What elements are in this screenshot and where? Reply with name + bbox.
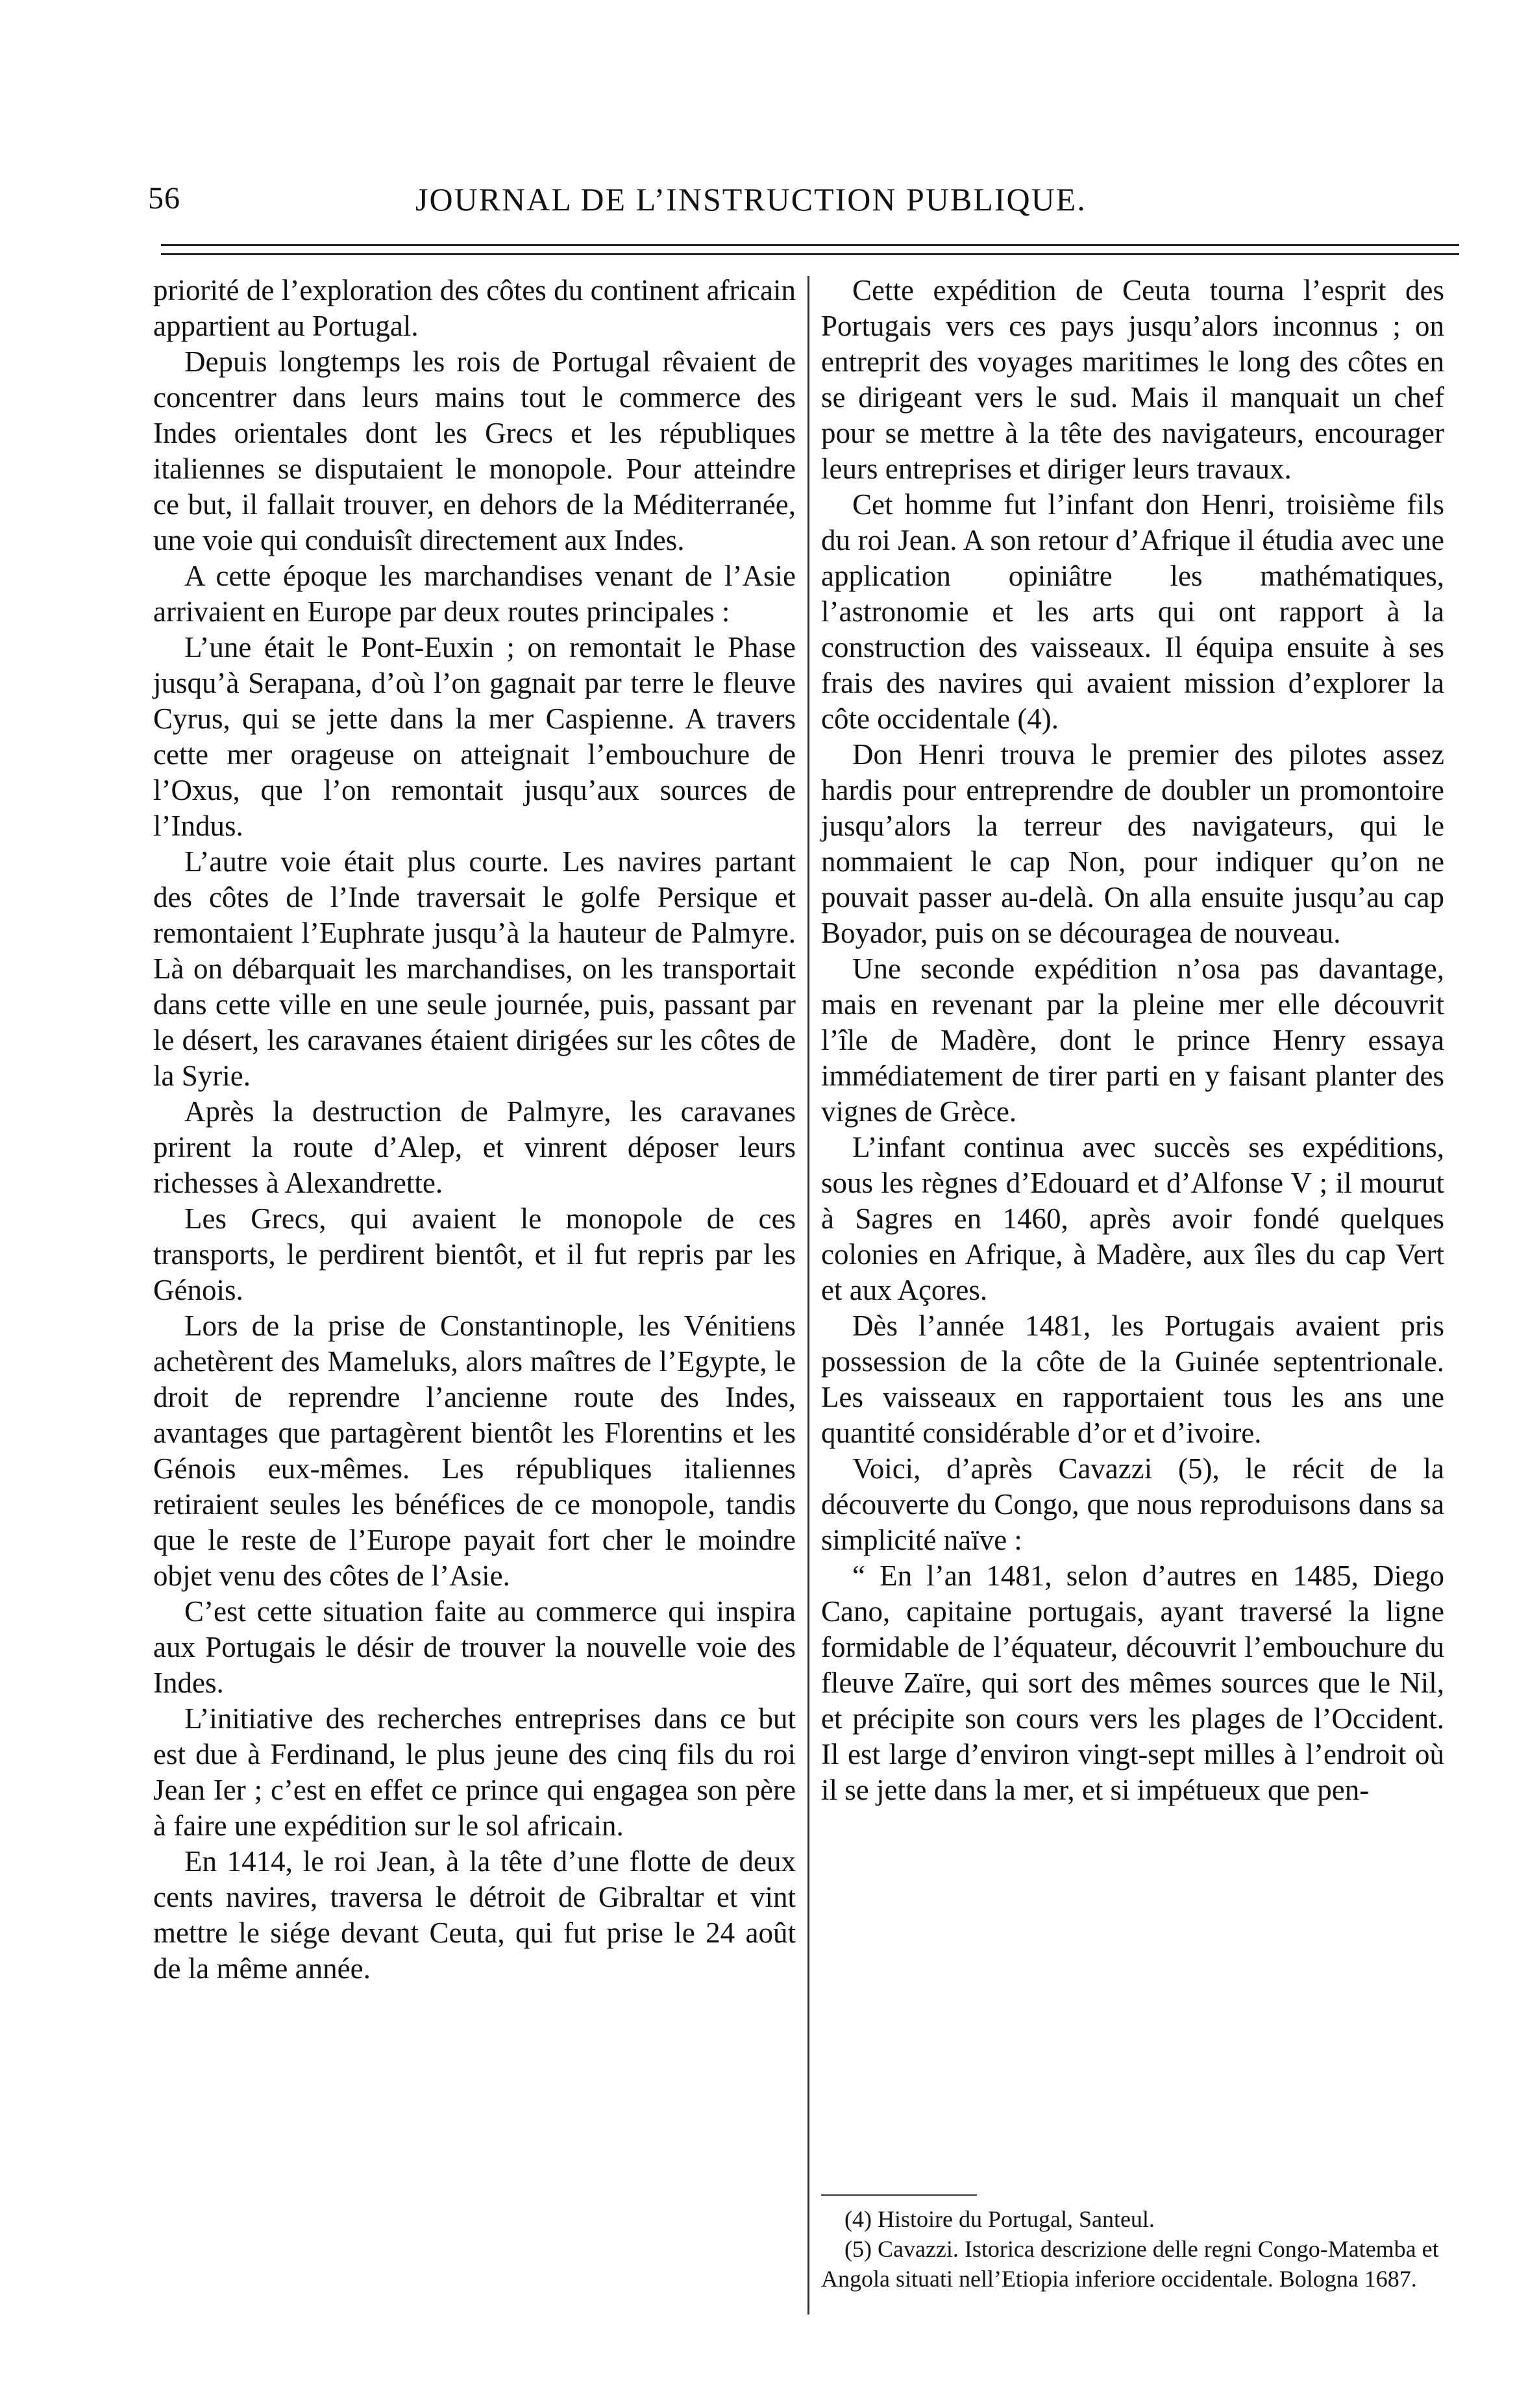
paragraph: Depuis longtemps les rois de Portugal rêvaient de concentrer dans leurs mains tout le commerce des Indes orientales dont les Grecs et les républiques italiennes se disputaient le monopole. Pour atteindre ce but, il fallait trouver, en dehors de la Méditerranée, une voie qui conduisît directement aux Indes. (153, 345, 796, 556)
paragraph: Cet homme fut l’infant don Henri, troisième fils du roi Jean. A son retour d’Afrique il étudia avec une application opiniâtre les mathématiques, l’astronomie et les arts qui ont rapport à la construction des vaisseaux. Il équipa ensuite à ses frais des navires qui avaient mission d’explorer la côte occidentale (4). (821, 488, 1444, 735)
paragraph: Dès l’année 1481, les Portugais avaient pris possession de la côte de la Guinée septentrionale. Les vaisseaux en rapportaient tous les ans une quantité considérable d’or et d’ivoire. (821, 1310, 1444, 1449)
right-column (821, 273, 1444, 1808)
running-head: JOURNAL DE L’INSTRUCTION PUBLIQUE. (415, 181, 1087, 217)
paragraph: A cette époque les marchandises venant de l’Asie arrivaient en Europe par deux routes principales : (153, 560, 796, 628)
paragraph: En 1414, le roi Jean, à la tête d’une flotte de deux cents navires, traversa le détroit de Gibraltar et vint mettre le siége devant Ceuta, qui fut prise le 24 août de la même année. (153, 1845, 796, 1985)
paragraph: Don Henri trouva le premier des pilotes assez hardis pour entreprendre de doubler un promontoire jusqu’alors la terreur des navigateurs, qui le nommaient le cap Non, pour indiquer qu’on ne pouvait passer au-delà. On alla ensuite jusqu’au cap Boyador, puis on se découragea de nouveau. (821, 738, 1444, 949)
page-number: 56 (148, 181, 180, 216)
header-rule-bottom (161, 253, 1459, 255)
paragraph: L’autre voie était plus courte. Les navires partant des côtes de l’Inde traversait le golfe Persique et remontaient l’Euphrate jusqu’à la hauteur de Palmyre. Là on débarquait les marchandises, on les transportait dans cette ville en une seule journée, puis, passant par le désert, les caravanes étaient dirigées sur les côtes de la Syrie. (153, 845, 796, 1092)
footnote-rule (821, 2194, 977, 2196)
paragraph: Lors de la prise de Constantinople, les Vénitiens achetèrent des Mameluks, alors maîtres de l’Egypte, le droit de reprendre l’ancienne route des Indes, avantages que partagèrent bientôt les Florentins et les Génois eux-mêmes. Les républiques italiennes retiraient seules les bénéfices de ce monopole, tandis que le reste de l’Europe payait fort cher le moindre objet venu des côtes de l’Asie. (153, 1310, 796, 1592)
paragraph: L’initiative des recherches entreprises dans ce but est due à Ferdinand, le plus jeune des cinq fils du roi Jean Ier ; c’est en effet ce prince qui engagea son père à faire une expédition sur le sol africain. (153, 1702, 796, 1842)
paragraph: C’est cette situation faite au commerce qui inspira aux Portugais le désir de trouver la nouvelle voie des Indes. (153, 1595, 796, 1699)
footnote: (4) Histoire du Portugal, Santeul. (844, 2206, 1155, 2232)
paragraph: Voici, d’après Cavazzi (5), le récit de la découverte du Congo, que nous reproduisons dans sa simplicité naïve : (821, 1452, 1444, 1556)
left-column (153, 273, 796, 1987)
paragraph: L’infant continua avec succès ses expéditions, sous les règnes d’Edouard et d’Alfonse V ; il mourut à Sagres en 1460, après avoir fondé quelques colonies en Afrique, à Madère, aux îles du cap Vert et aux Açores. (821, 1131, 1444, 1306)
paragraph: Cette expédition de Ceuta tourna l’esprit des Portugais vers ces pays jusqu’alors inconnus ; on entreprit des voyages maritimes le long des côtes en se dirigeant vers le sud. Mais il manquait un chef pour se mettre à la tête des navigateurs, encourager leurs entreprises et diriger leurs travaux. (821, 274, 1444, 485)
paragraph: Les Grecs, qui avaient le monopole de ces transports, le perdirent bientôt, et il fut repris par les Génois. (153, 1202, 796, 1306)
paragraph: “ En l’an 1481, selon d’autres en 1485, Diego Cano, capitaine portugais, ayant traversé la ligne formidable de l’équateur, découvrit l’embouchure du fleuve Zaïre, qui sort des mêmes sources que le Nil, et précipite son cours vers les plages de l’Occident. Il est large d’environ vingt-sept milles à l’endroit où il se jette dans la mer, et si impétueux que pen- (821, 1559, 1444, 1806)
paragraph: L’une était le Pont-Euxin ; on remontait le Phase jusqu’à Serapana, d’où l’on gagnait par terre le fleuve Cyrus, qui se jette dans la mer Caspienne. A travers cette mer orageuse on atteignait l’embouchure de l’Oxus, que l’on remontait jusqu’aux sources de l’Indus. (153, 631, 796, 842)
header-rule-top (161, 244, 1459, 246)
footnote: (5) Cavazzi. Istorica descrizione delle regni Congo-Matemba et Angola situati nell’Etiopia inferiore occidentale. Bologna 1687. (821, 2236, 1439, 2292)
paragraph: Après la destruction de Palmyre, les caravanes prirent la route d’Alep, et vinrent déposer leurs richesses à Alexandrette. (153, 1095, 796, 1199)
footnotes (821, 2204, 1444, 2294)
paragraph: Une seconde expédition n’osa pas davantage, mais en revenant par la pleine mer elle découvrit l’île de Madère, dont le prince Henry essaya immédiatement de tirer parti en y faisant planter des vignes de Grèce. (821, 952, 1444, 1128)
column-divider (807, 276, 809, 2315)
paragraph: priorité de l’exploration des côtes du continent africain appartient au Portugal. (153, 274, 796, 342)
